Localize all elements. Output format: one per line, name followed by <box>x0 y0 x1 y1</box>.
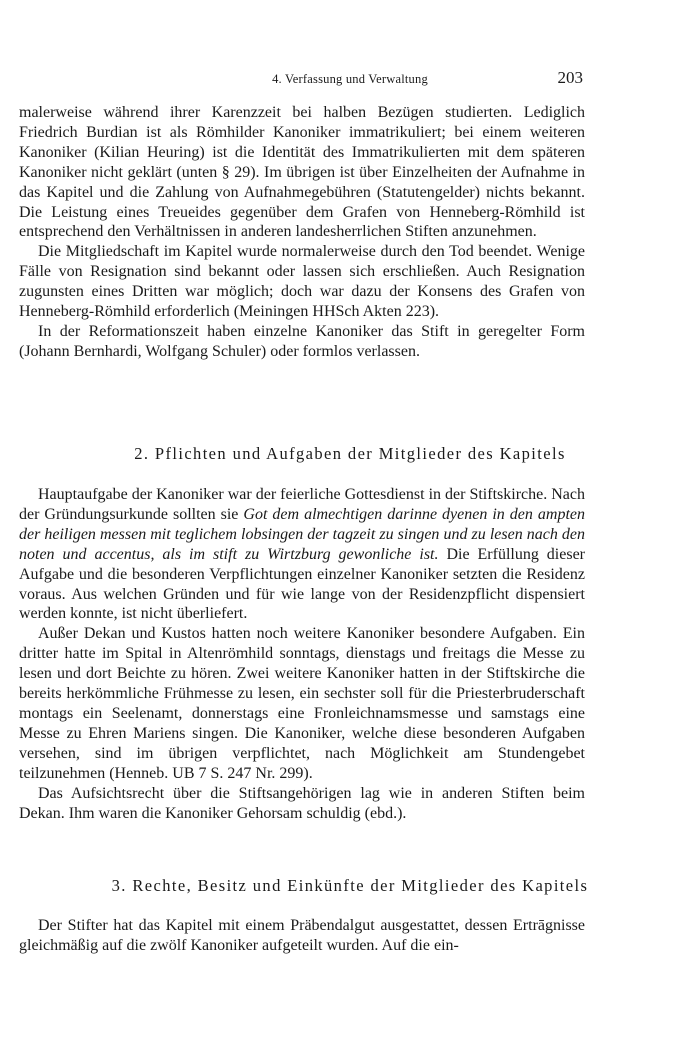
paragraph-prebend: Der Stifter hat das Kapitel mit einem Präbendalgut ausgestattet, dessen Ertrāgnisse gleichmäßig auf die zwölf Kanoniker aufgeteilt wurden. Auf die ein- <box>19 917 585 954</box>
paragraph-special-tasks: Außer Dekan und Kustos hatten noch weitere Kanoniker besondere Aufgaben. Ein dritter hatte im Spital in Altenrömhild sonntags, dienstags und freitags die Messe zu lesen und dort Beichte zu hören. Zwei weitere Kanoniker hatten in der Stiftskirche die bereits herkömmliche Frühmesse zu lesen, ein sechster soll für die Priesterbruderschaft montags ein Seelenamt, donnerstags eine Fronleichnamsmesse und samstags eine Messe zu Ehren Mariens singen. Die Kanoniker, welche diese besonderen Aufgaben versehen, sind im übrigen verpflichtet, nach Möglichkeit am Stundengebet teilzunehmen (Henneb. UB 7 S. 247 Nr. 299). <box>19 625 585 782</box>
page-number: 203 <box>557 68 583 87</box>
page-header <box>20 70 680 92</box>
section-heading-rights: 3. Rechte, Besitz und Einkünfte der Mitglieder des Kapitels <box>111 876 589 895</box>
paragraph-main-duty <box>19 485 585 624</box>
section-heading-duties: 2. Pflichten und Aufgaben der Mitglieder des Kapitels <box>134 444 566 463</box>
paragraph-membership-end: Die Mitgliedschaft im Kapitel wurde normalerweise durch den Tod beendet. Wenige Fälle von Resignation sind bekannt oder lassen sich erschließen. Auch Resignation zugunsten eines Dritten war möglich; doch war dazu der Konsens des Grafen von Henneberg-Römhild erforderlich (Meiningen HHSch Akten 223). <box>19 243 585 321</box>
founding-charter-quote: Got dem almechtigen darinne dyenen in den ampten der heiligen messen mit teglichem lobsingen der tagzeit zu singen und zu lesen nach den noten und accentus, als im stift zu Wirtzburg gewonliche ist. <box>19 505 586 563</box>
paragraph-main-duty-text-b: Die Erfüllung dieser Aufgabe und die besonderen Verpflichtungen einzelner Kanoniker setzten die Residenz voraus. Aus welchen Gründen und für wie lange von der Residenzpflicht dispensiert werden konnte, ist nicht überliefert. <box>19 545 585 623</box>
paragraph-main-duty-text-a: Hauptaufgabe der Kanoniker war der feierliche Gottesdienst in der Stiftskirche. Nach der Gründungsurkunde sollten sie <box>19 486 585 523</box>
section-rights-text <box>19 916 585 956</box>
continued-text-block <box>19 103 585 362</box>
paragraph-supervision: Das Aufsichtsrecht über die Stiftsangehörigen lag wie in anderen Stiften beim Dekan. Ihm waren die Kanoniker Gehorsam schuldig (ebd.). <box>19 784 585 822</box>
running-head: 4. Verfassung und Verwaltung <box>272 72 428 86</box>
section-duties-text <box>19 485 585 823</box>
paragraph-continuation: malerweise während ihrer Karenzzeit bei halben Bezügen studierten. Lediglich Friedrich Burdian ist als Römhilder Kanoniker immatrikuliert; bei einem weiteren Kanoniker (Kilian Heuring) ist die Identität des Immatrikulierten mit dem späteren Kanoniker nicht geklärt (unten § 29). Im übrigen ist über Einzelheiten der Aufnahme in das Kapitel und die Zahlung von Aufnahmegebühren (Statutengelder) nichts bekannt. Die Leistung eines Treueides gegenüber dem Grafen von Henneberg-Römhild ist entsprechend den Verhältnissen in anderen landesherrlichen Stiften anzunehmen. <box>19 104 585 241</box>
paragraph-reformation: In der Reformationszeit haben einzelne Kanoniker das Stift in geregelter Form (Johann Bernhardi, Wolfgang Schuler) oder formlos verlassen. <box>19 322 585 360</box>
